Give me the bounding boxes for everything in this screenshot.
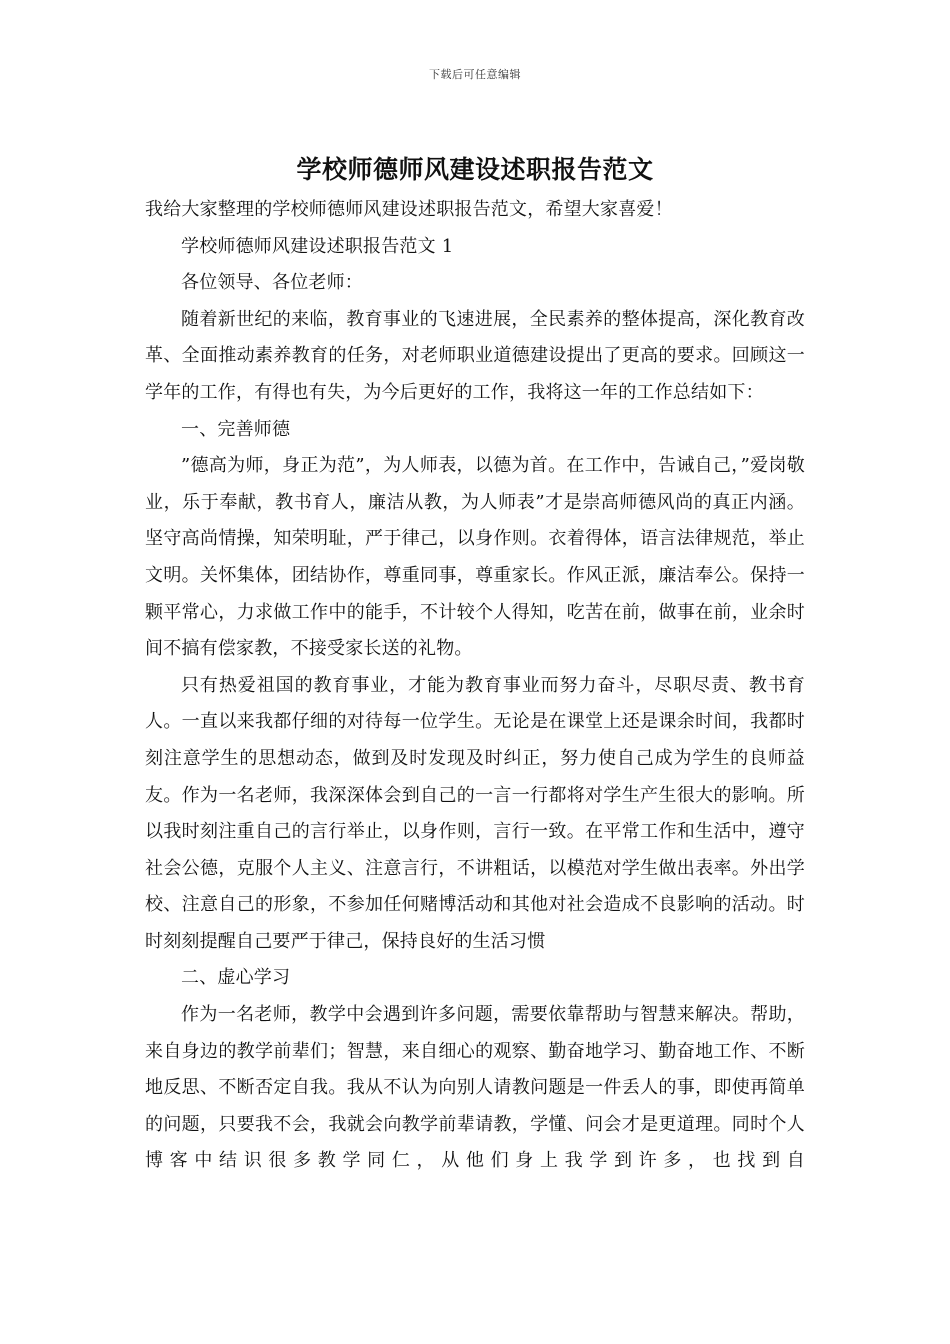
paragraph-dedication: 只有热爱祖国的教育事业，才能为教育事业而努力奋斗，尽职尽责、教书育人。一直以来我都仔细的对待每一位学生。无论是在课堂上还是课余时间，我都时刻注意学生的思想动态，做到及时发现及时纠正，努力使自己成为学生的良师益友。作为一名老师，我深深体会到自己的一言一行都将对学生产生很大的影响。所以我时刻注重自己的言行举止，以身作则，言行一致。在平常工作和生活中，遵守社会公德，克服个人主义、注意言行，不讲粗话，以模范对学生做出表率。外出学校、注意自己的形象，不参加任何赌博活动和其他对社会造成不良影响的活动。时时刻刻提醒自己要严于律己，保持良好的生活习惯 — [145, 674, 805, 952]
section-heading-1: 一、完善师德 — [181, 418, 291, 440]
document-title: 学校师德师风建设述职报告范文 — [296, 155, 654, 184]
paragraph-subtitle: 学校师德师风建设述职报告范文 1 — [181, 235, 454, 257]
paragraph-opening: 随着新世纪的来临，教育事业的飞速进展，全民素养的整体提高，深化教育改革、全面推动素养教育的任务，对老师职业道德建设提出了更高的要求。回顾这一学年的工作，有得也有失，为今后更好的工作，我将这一年的工作总结如下： — [145, 308, 805, 403]
paragraph-salutation: 各位领导、各位老师： — [181, 272, 363, 294]
document-body — [145, 150, 805, 1180]
paragraph-learning: 作为一名老师，教学中会遇到许多问题，需要依靠帮助与智慧来解决。帮助，来自身边的教学前辈们；智慧，来自细心的观察、勤奋地学习、勤奋地工作、不断地反思、不断否定自我。我从不认为向别人请教问题是一件丢人的事，即使再简单的问题，只要我不会，我就会向教学前辈请教，学懂、问会才是更道理。同时个人博客中结识很多教学同仁，从他们身上我学到许多，也找到自 — [145, 1004, 805, 1172]
paragraph-intro: 我给大家整理的学校师德师风建设述职报告范文，希望大家喜爱！ — [145, 199, 673, 220]
paragraph-ethics: ”德高为师，身正为范”，为人师表，以德为首。在工作中，告诫自己，”爱岗敬业，乐于奉献，教书育人，廉洁从教，为人师表”才是崇高师德风尚的真正内涵。坚守高尚情操，知荣明耻，严于律己，以身作则。衣着得体，语言法律规范，举止文明。关怀集体，团结协作，尊重同事，尊重家长。作风正派，廉洁奉公。保持一颗平常心，力求做工作中的能手，不计较个人得知，吃苦在前，做事在前，业余时间不搞有偿家教，不接受家长送的礼物。 — [145, 455, 805, 660]
header-note: 下载后可任意编辑 — [429, 68, 521, 81]
section-heading-2: 二、虚心学习 — [181, 967, 291, 989]
